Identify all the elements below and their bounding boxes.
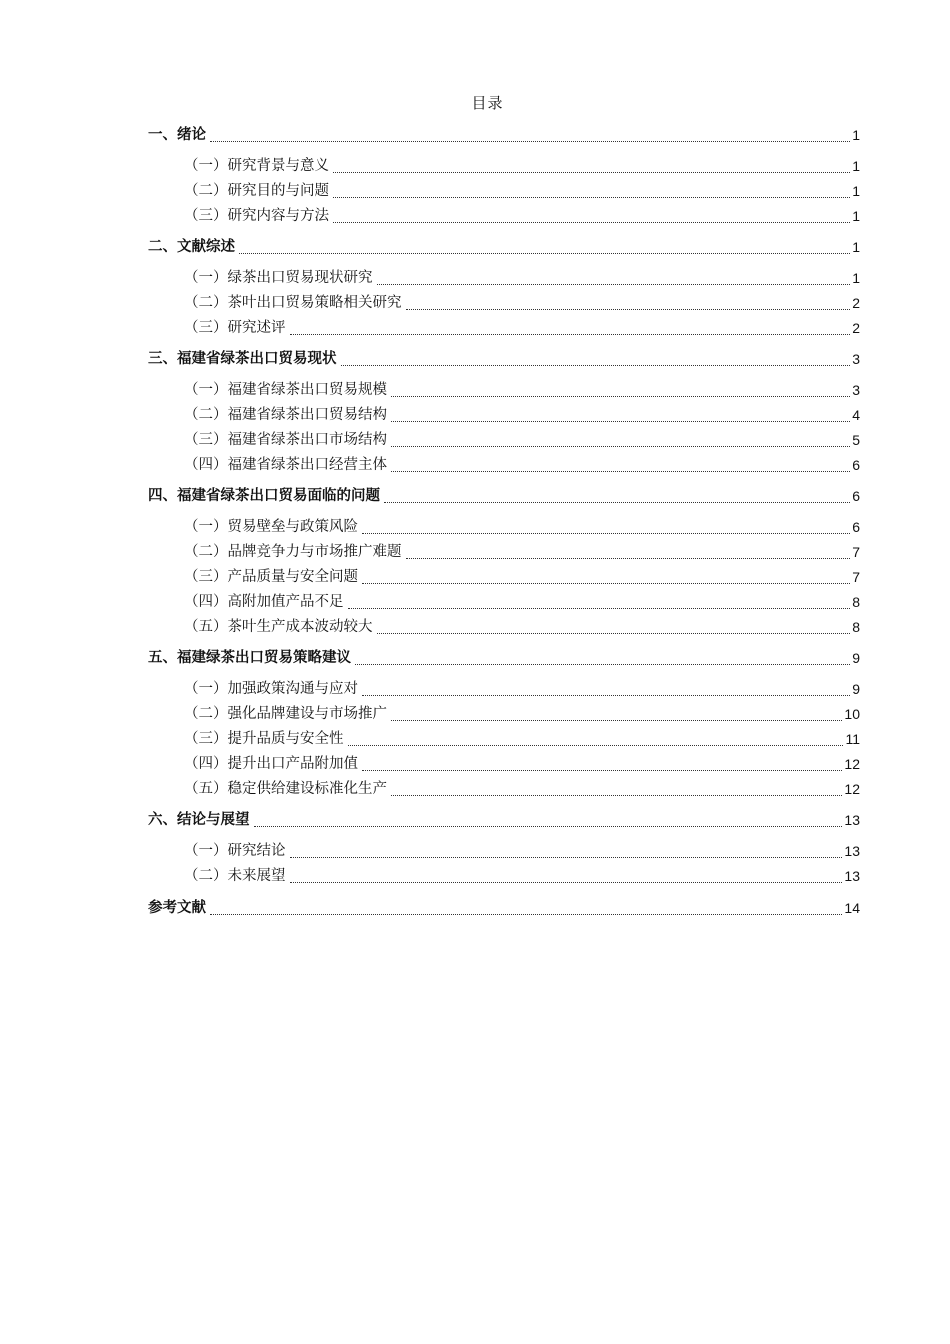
toc-entry-page-number: 12 [844,756,860,772]
toc-entry-page-number: 9 [852,650,860,666]
dot-leader [391,407,850,422]
toc-entry-label: （一）加强政策沟通与应对 [184,681,358,697]
toc-entry-label: （三）产品质量与安全问题 [184,569,358,585]
dot-leader [210,900,842,915]
dot-leader [384,488,850,503]
toc-entry-page-number: 4 [852,407,860,423]
toc-entry-page-number: 5 [852,432,860,448]
dot-leader [210,127,850,142]
toc-entry-label: 三、福建省绿茶出口贸易现状 [148,351,337,367]
toc-entry[interactable] [184,430,860,450]
toc-entry[interactable] [184,268,860,288]
toc-entry-page-number: 1 [852,270,860,286]
dot-leader [239,239,850,254]
toc-entry-label: （二）研究目的与问题 [184,183,329,199]
toc-entry-label: 一、绪论 [148,127,206,143]
toc-entry[interactable] [148,486,860,506]
toc-entry-label: （一）研究背景与意义 [184,158,329,174]
toc-entry-page-number: 13 [844,843,860,859]
toc-entry-label: （二）茶叶出口贸易策略相关研究 [184,295,402,311]
toc-entry-page-number: 2 [852,295,860,311]
toc-entry-page-number: 6 [852,519,860,535]
toc-entry[interactable] [184,567,860,587]
toc-entry-label: （五）茶叶生产成本波动较大 [184,619,373,635]
toc-entry-page-number: 1 [852,158,860,174]
toc-entry[interactable] [184,455,860,475]
toc-entry-label: （二）品牌竞争力与市场推广难题 [184,544,402,560]
toc-entry-label: （三）研究内容与方法 [184,208,329,224]
dot-leader [333,208,850,223]
dot-leader [348,731,844,746]
toc-entry-page-number: 9 [852,681,860,697]
dot-leader [362,756,842,771]
toc-entry-label: （二）福建省绿茶出口贸易结构 [184,407,387,423]
dot-leader [391,432,850,447]
toc-entry[interactable] [184,841,860,861]
toc-entry-page-number: 6 [852,488,860,504]
toc-entry-label: （四）高附加值产品不足 [184,594,344,610]
toc-entry[interactable] [184,679,860,699]
toc-entry-page-number: 7 [852,569,860,585]
toc-entry-page-number: 7 [852,544,860,560]
dot-leader [341,351,851,366]
toc-entry[interactable] [184,542,860,562]
toc-entry-page-number: 1 [852,239,860,255]
toc-entry-label: （一）贸易壁垒与政策风险 [184,519,358,535]
toc-entry-page-number: 12 [844,781,860,797]
toc-entry[interactable] [184,592,860,612]
toc-entry-label: （一）福建省绿茶出口贸易规模 [184,382,387,398]
toc-entry-label: 参考文献 [148,900,206,916]
dot-leader [290,843,843,858]
dot-leader [362,569,850,584]
toc-entry-page-number: 10 [844,706,860,722]
toc-entry-label: 六、结论与展望 [148,812,250,828]
toc-entry-page-number: 11 [845,731,860,747]
toc-entry[interactable] [184,405,860,425]
toc-entry-page-number: 3 [852,351,860,367]
toc-entry[interactable] [184,617,860,637]
toc-entry[interactable] [184,318,860,338]
toc-entry-page-number: 2 [852,320,860,336]
dot-leader [377,270,851,285]
toc-entry[interactable] [148,648,860,668]
toc-entry[interactable] [148,349,860,369]
toc-entry[interactable] [148,898,860,918]
toc-entry-page-number: 8 [852,594,860,610]
toc-entry[interactable] [184,380,860,400]
dot-leader [362,519,850,534]
toc-entry-label: （二）未来展望 [184,868,286,884]
toc-entry-label: 二、文献综述 [148,239,235,255]
toc-entry-label: （三）研究述评 [184,320,286,336]
toc-entry-page-number: 8 [852,619,860,635]
toc-entry-page-number: 1 [852,127,860,143]
dot-leader [406,295,851,310]
toc-entry[interactable] [148,237,860,257]
dot-leader [290,320,851,335]
dot-leader [406,544,851,559]
dot-leader [391,706,842,721]
dot-leader [355,650,850,665]
dot-leader [333,158,850,173]
dot-leader [348,594,851,609]
toc-entry[interactable] [184,156,860,176]
dot-leader [290,868,843,883]
toc-entry[interactable] [184,779,860,799]
toc-entry-page-number: 14 [844,900,860,916]
toc-entry-label: （一）研究结论 [184,843,286,859]
toc-entry[interactable] [148,125,860,145]
toc-entry-page-number: 1 [852,183,860,199]
toc-entry-label: 四、福建省绿茶出口贸易面临的问题 [148,488,380,504]
toc-entry-label: （四）提升出口产品附加值 [184,756,358,772]
toc-entry[interactable] [184,866,860,886]
toc-entry-label: （三）提升品质与安全性 [184,731,344,747]
toc-entry[interactable] [184,754,860,774]
toc-entry[interactable] [148,810,860,830]
toc-entry-page-number: 13 [844,868,860,884]
toc-entry-page-number: 13 [844,812,860,828]
toc-entry[interactable] [184,704,860,724]
toc-entry[interactable] [184,517,860,537]
toc-entry-page-number: 3 [852,382,860,398]
toc-entry-page-number: 6 [852,457,860,473]
toc-entry-label: （四）福建省绿茶出口经营主体 [184,457,387,473]
dot-leader [391,781,842,796]
dot-leader [391,382,850,397]
toc-entry-label: （一）绿茶出口贸易现状研究 [184,270,373,286]
toc-entry[interactable] [184,293,860,313]
toc-entry-label: （二）强化品牌建设与市场推广 [184,706,387,722]
toc-entry[interactable] [184,206,860,226]
dot-leader [254,812,843,827]
toc-entry-label: （五）稳定供给建设标准化生产 [184,781,387,797]
dot-leader [362,681,850,696]
dot-leader [391,457,850,472]
toc-entry-page-number: 1 [852,208,860,224]
toc-entry-label: （三）福建省绿茶出口市场结构 [184,432,387,448]
toc-entry[interactable] [184,181,860,201]
toc-entry-label: 五、福建绿茶出口贸易策略建议 [148,650,351,666]
toc-entry[interactable] [184,729,860,749]
dot-leader [377,619,851,634]
toc-title: 目录 [471,94,504,112]
dot-leader [333,183,850,198]
